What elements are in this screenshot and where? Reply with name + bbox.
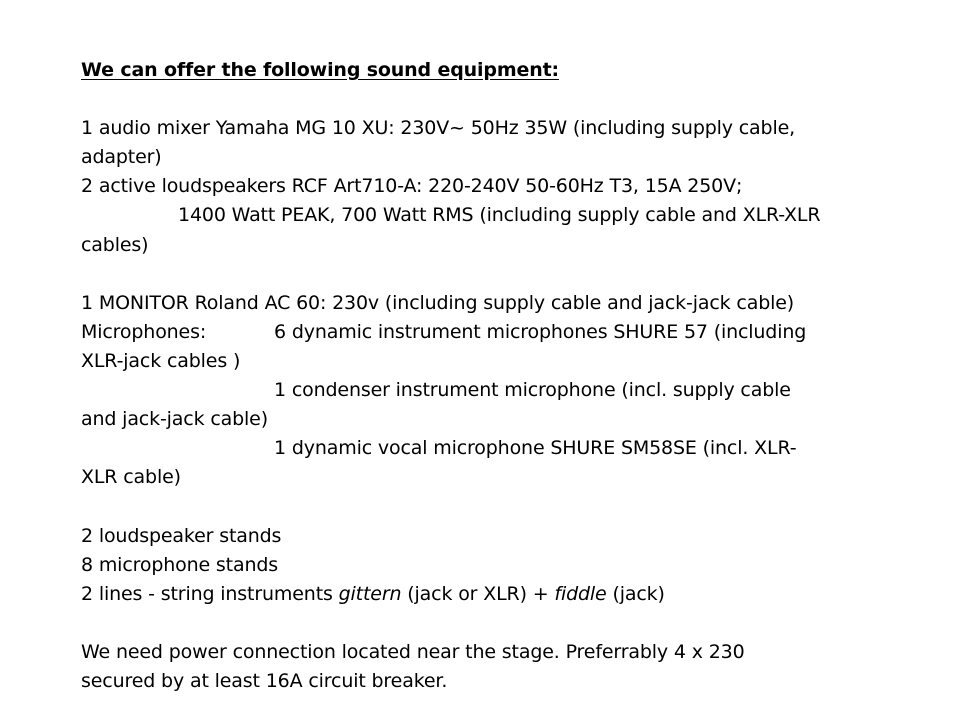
lines-instrument-2: fiddle — [554, 582, 607, 605]
power-line-2: secured by at least 16A circuit breaker. — [81, 669, 448, 692]
microphones-label: Microphones: — [81, 320, 207, 343]
microphone-item-3-line-1: 1 dynamic vocal microphone SHURE SM58SE (incl. XLR- — [274, 437, 797, 460]
lines-middle: (jack or XLR) — [401, 582, 533, 605]
microphones-row — [81, 318, 941, 347]
instrument-lines — [81, 580, 941, 609]
microphone-item-2-line-2: and jack-jack cable) — [81, 408, 268, 431]
microphone-item-1-line-2: XLR-jack cables ) — [81, 349, 241, 372]
lines-plus: + — [532, 582, 555, 605]
lines-prefix: 2 lines - string instruments — [81, 582, 339, 605]
equipment-slide — [81, 56, 941, 696]
microphone-stands: 8 microphone stands — [81, 553, 279, 576]
spacer — [81, 260, 941, 289]
microphone-item-1-line-1: 6 dynamic instrument microphones SHURE 57 (including — [274, 320, 807, 343]
spacer — [81, 609, 941, 638]
loudspeakers-line-1: 2 active loudspeakers RCF Art710-A: 220-240V 50-60Hz T3, 15A 250V; — [81, 175, 743, 198]
lines-instrument-1: gittern — [338, 582, 402, 605]
spacer — [81, 85, 941, 114]
microphone-item-3-line-2: XLR cable) — [81, 466, 181, 489]
lines-suffix: (jack) — [606, 582, 665, 605]
loudspeakers-line-2: 1400 Watt PEAK, 700 Watt RMS (including supply cable and XLR-XLR — [178, 204, 821, 227]
spacer — [81, 492, 941, 521]
mixer-line-1: 1 audio mixer Yamaha MG 10 XU: 230V~ 50Hz 35W (including supply cable, — [81, 117, 796, 140]
loudspeaker-stands: 2 loudspeaker stands — [81, 524, 282, 547]
mixer-line-2: adapter) — [81, 146, 162, 169]
power-line-1: We need power connection located near the stage. Preferrably 4 x 230 — [81, 640, 745, 663]
microphone-item-2-line-1: 1 condenser instrument microphone (incl. supply cable — [274, 379, 791, 402]
monitor-line: 1 MONITOR Roland AC 60: 230v (including supply cable and jack-jack cable) — [81, 291, 795, 314]
loudspeakers-line-3: cables) — [81, 233, 149, 256]
equipment-heading: We can offer the following sound equipment: — [81, 59, 559, 81]
